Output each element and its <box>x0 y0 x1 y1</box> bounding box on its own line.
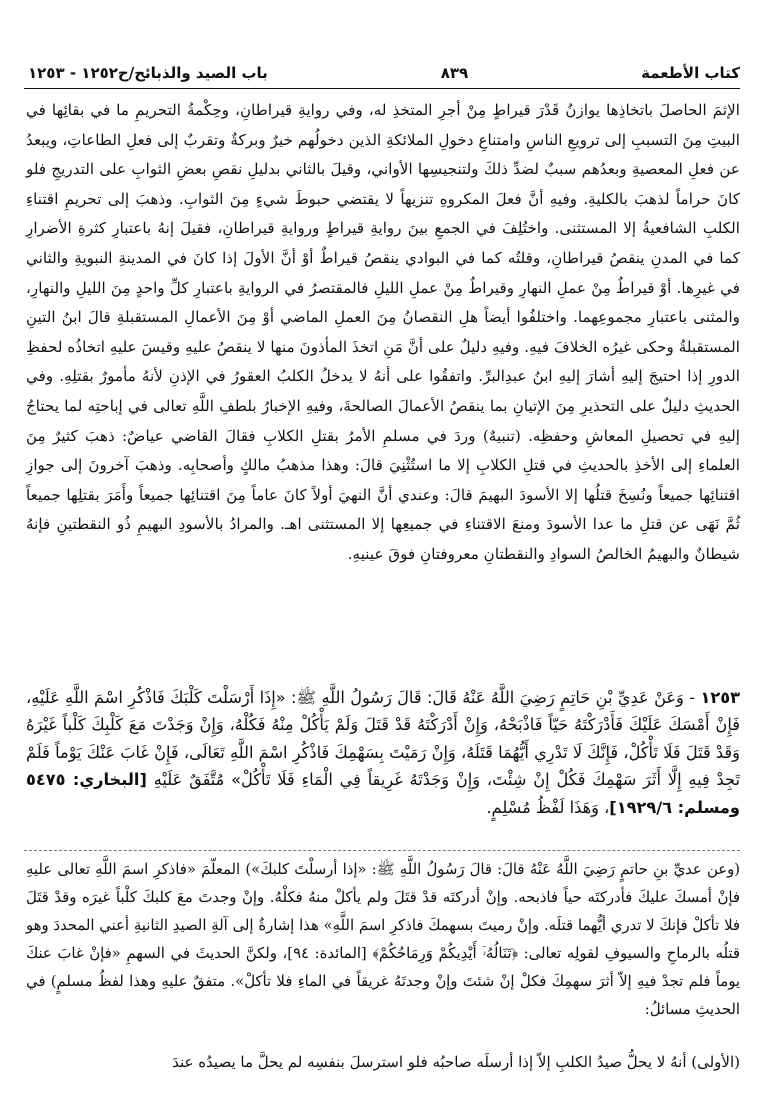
running-header <box>28 62 740 84</box>
hadith-source: [البخاري: ٥٤٧٥ ومسلم: ١٩٢٩/٦] <box>26 770 740 817</box>
commentary-paragraph: الإثمَ الحاصلَ باتخاذِها يوازنُ قَدْرَ قيراطٍ مِنْ أجرِ المتخذِ له، وفي روايةِ قيراطانِ، وحِكْمةُ التحريمِ ما في بقائِها في البيتِ مِنَ التسببِ إلى ترويعِ الناسِ وامتناعِ دخولِ الملائكةِ الذين دخولُهم خيرٌ وبركةٌ وتقربٌ إلى فعلِ الطاعاتِ، ويبعدُ عن فعلِ المعصيةِ وبعدُهم سببٌ لضدِّ ذلكَ ولتنجيسِها الأواني، وقيلَ بالثاني بدليلِ نقصِ بعضِ الثوابِ على التدريجِ فلو كانَ حراماً لذهبَ بالكليةِ. وفيهِ أنَّ فعلَ المكروهِ تنزيهاً لا يقتضي حبوطَ شيءٍ مِنَ الثوابِ. وذهبَ إلى تحريمِ اقتناءِ الكلبِ الشافعيةُ إلا المستثنى. واختُلِفَ في الجمعِ بينَ روايةِ قيراطٍ وروايةِ قيراطانِ، فقيلَ إنهُ باعتبارِ كثرةِ الأضرارِ كما في المدنِ ينقصُ قيراطانِ، وقلتُه كما في البوادي ينقصُ قيراطٌ أوْ أنَّ الأولَ إذا كانَ في المدينةِ النبويةِ والثاني في غيرِها. أوْ قيراطٌ مِنْ عملِ النهارِ وقيراطٌ مِنْ عملِ الليلِ فالمقتصرُ في الروايةِ باعتبارِ كلِّ واحدٍ مِنَ الليلِ والنهارِ، والمثنى باعتبارِ مجموعِهما. واختلفُوا أيضاً هلِ النقصانُ مِنَ العملِ الماضي أوْ مِنَ الأعمالِ المستقبلةِ قالَ ابنُ التينِ المستقبلةُ وحكى غيرُه الخلافَ فيهِ. وفيهِ دليلٌ على أنَّ مَنِ اتخذَ المأذونَ منها لا ينقصُ عليهِ وقيسَ عليهِ اتخاذُه لحفظِ الدورِ إذا احتيجَ إليهِ أشارَ إليهِ ابنُ عبدِالبرِّ. واتفقُوا على أنهُ لا يدخلُ الكلبُ العقورُ في الإذنِ لأنهُ مأمورٌ بقتلِهِ. وفي الحديثِ دليلٌ على التحذيرِ مِنَ الإتيانِ بما ينقصُ الأعمالَ الصالحةَ، وفيهِ الإخبارُ بلطفِ اللَّهِ تعالى في إباحتِه لما يحتاجُ إليهِ في تحصيلِ المعاشِ وحفظِه. (تنبيهٌ) وردَ في مسلمِ الأمرُ بقتلِ الكلابِ فقالَ القاضي عياضٌ: ذهبَ كثيرٌ مِنَ العلماءِ إلى الأخذِ بالحديثِ في قتلِ الكلابِ إلا ما استُثْنِيَ قالَ: وهذا مذهبُ مالكٍ وأصحابِه. وذهبَ آخرونَ إلى جوازِ اقتنائِها جميعاً ونُسِخَ قتلُها إلا الأسودَ البهيمَ قالَ: وعندي أنَّ النهيَ أولاً كانَ عاماً مِنَ اقتنائِها جميعاً وأَمَرَ بقتلِها جميعاً ثُمَّ نَهَى عن قتلِ ما عدا الأسودَ ومنعَ الاقتناءِ في جميعِها إلا المستثنى اهـ. والمرادُ بالأسودِ البهيمِ ذُو النقطتينِ فإنهُ شيطانٌ والبهيمُ الخالصُ السوادِ والنقطتانِ معروفتانِ فوقَ عينيهِ. <box>26 101 740 563</box>
hadith-tail: ، وَهَذَا لَفْظُ مُسْلِمٍ. <box>486 797 610 817</box>
hadith-1253 <box>26 684 740 821</box>
page-number: ٨٣٩ <box>440 64 469 82</box>
hadith-number: ١٢٥٣ <box>700 688 740 707</box>
explanation-paragraph: (وعن عديِّ بنِ حاتمٍ رَضِيَ اللَّهُ عَنْهُ قالَ: قالَ رَسُولُ اللَّهِ ﷺ: «إذا أرسلْتَ كلبكَ») المعلّمَ «فاذكرِ اسمَ اللَّهِ تعالى عليهِ فإنْ أمسكَ عليكَ فأدركتَه حياً فاذبحه. وإنْ أدركتَه قدْ قتَلَ ولم يأكلْ منهُ فكلْهُ. وإنْ وجدتَ معَ كلبكَ كلْباً غيرَه وقدْ قتَلَ فلا تأكلْ فإنكَ لا تدري أيُّهما قتلَه. وإنْ رميتَ بسهمكَ فاذكرِ اسمَ اللَّهِ» هذا إشارةٌ إلى آلةِ الصيدِ الثانيةِ أعني المحددَ وهو قتلُه بالرماحِ والسيوفِ لقولِه تعالى: ﴿تَنَالُهُۥٓ أَيْدِيكُمْ وَرِمَاحُكُمْ﴾ [المائدة: ٩٤]، ولكنَّ الحديثَ في السهمِ «فإنْ غابَ عنكَ يوماً فلم تجدْ فيهِ إلاّ أثرَ سهمِكَ فكلْ إنْ شئتَ وإنْ وجدتَهُ غريقاً في الماءِ فلا تأكلْ». متفقٌ عليهِ وهذا لفظُ مسلمٍ) في الحديثِ مسائلُ: <box>26 861 740 1018</box>
book-title: كتاب الأطعمة <box>641 64 740 82</box>
issues-first-line: (الأولى) أنهُ لا يحلُّ صيدُ الكلبِ إلاّ إذا أرسلَه صاحبُه فلو استرسلَ بنفسِه لم يحلَّ ما يصيدُه عندَ <box>172 1053 740 1071</box>
section-divider <box>24 850 740 851</box>
header-rule <box>24 88 740 89</box>
hadith-text: - وَعَنْ عَدِيِّ بْنِ حَاتِمٍ رَضِيَ اللَّهُ عَنْهُ قَالَ: قَالَ رَسُولُ اللَّهِ ﷺ: «إِذَا أَرْسَلْتَ كَلْبَكَ فَاذْكُرِ اسْمَ اللَّهِ عَلَيْهِ، فَإِنْ أَمْسَكَ عَلَيْكَ فَأَدْرَكْتَهُ حَيّاً فَاذْبَحْهُ، وَإِنْ أَدْرَكْتَهُ قَدْ قَتَلَ وَلَمْ يَأْكُلْ مِنْهُ فَكُلْهُ، وَإِنْ وَجَدْتَ مَعَ كَلْبِكَ كَلْباً غَيْرَهُ وَقَدْ قَتَلَ فَلَا تَأْكُلْ، فَإِنَّكَ لَا تَدْرِي أَيُّهُمَا قَتَلَهُ، وَإِنْ رَمَيْتَ بِسَهْمِكَ فَاذْكُرِ اسْمَ اللَّهِ تَعَالَى، فَإِنْ غَابَ عَنْكَ يَوْماً فَلَمْ تَجِدْ فِيهِ إِلَّا أَثَرَ سَهْمِكَ فَكُلْ إِنْ شِئْتَ، وَإِنْ وَجَدْتَهُ غَرِيقاً فِي الْمَاءِ فَلَا تَأْكُلْ» مُتَّفَقٌ عَلَيْهِ <box>26 688 740 790</box>
section-title: باب الصيد والذبائح/ح١٢٥٢ - ١٢٥٣ <box>28 64 268 82</box>
